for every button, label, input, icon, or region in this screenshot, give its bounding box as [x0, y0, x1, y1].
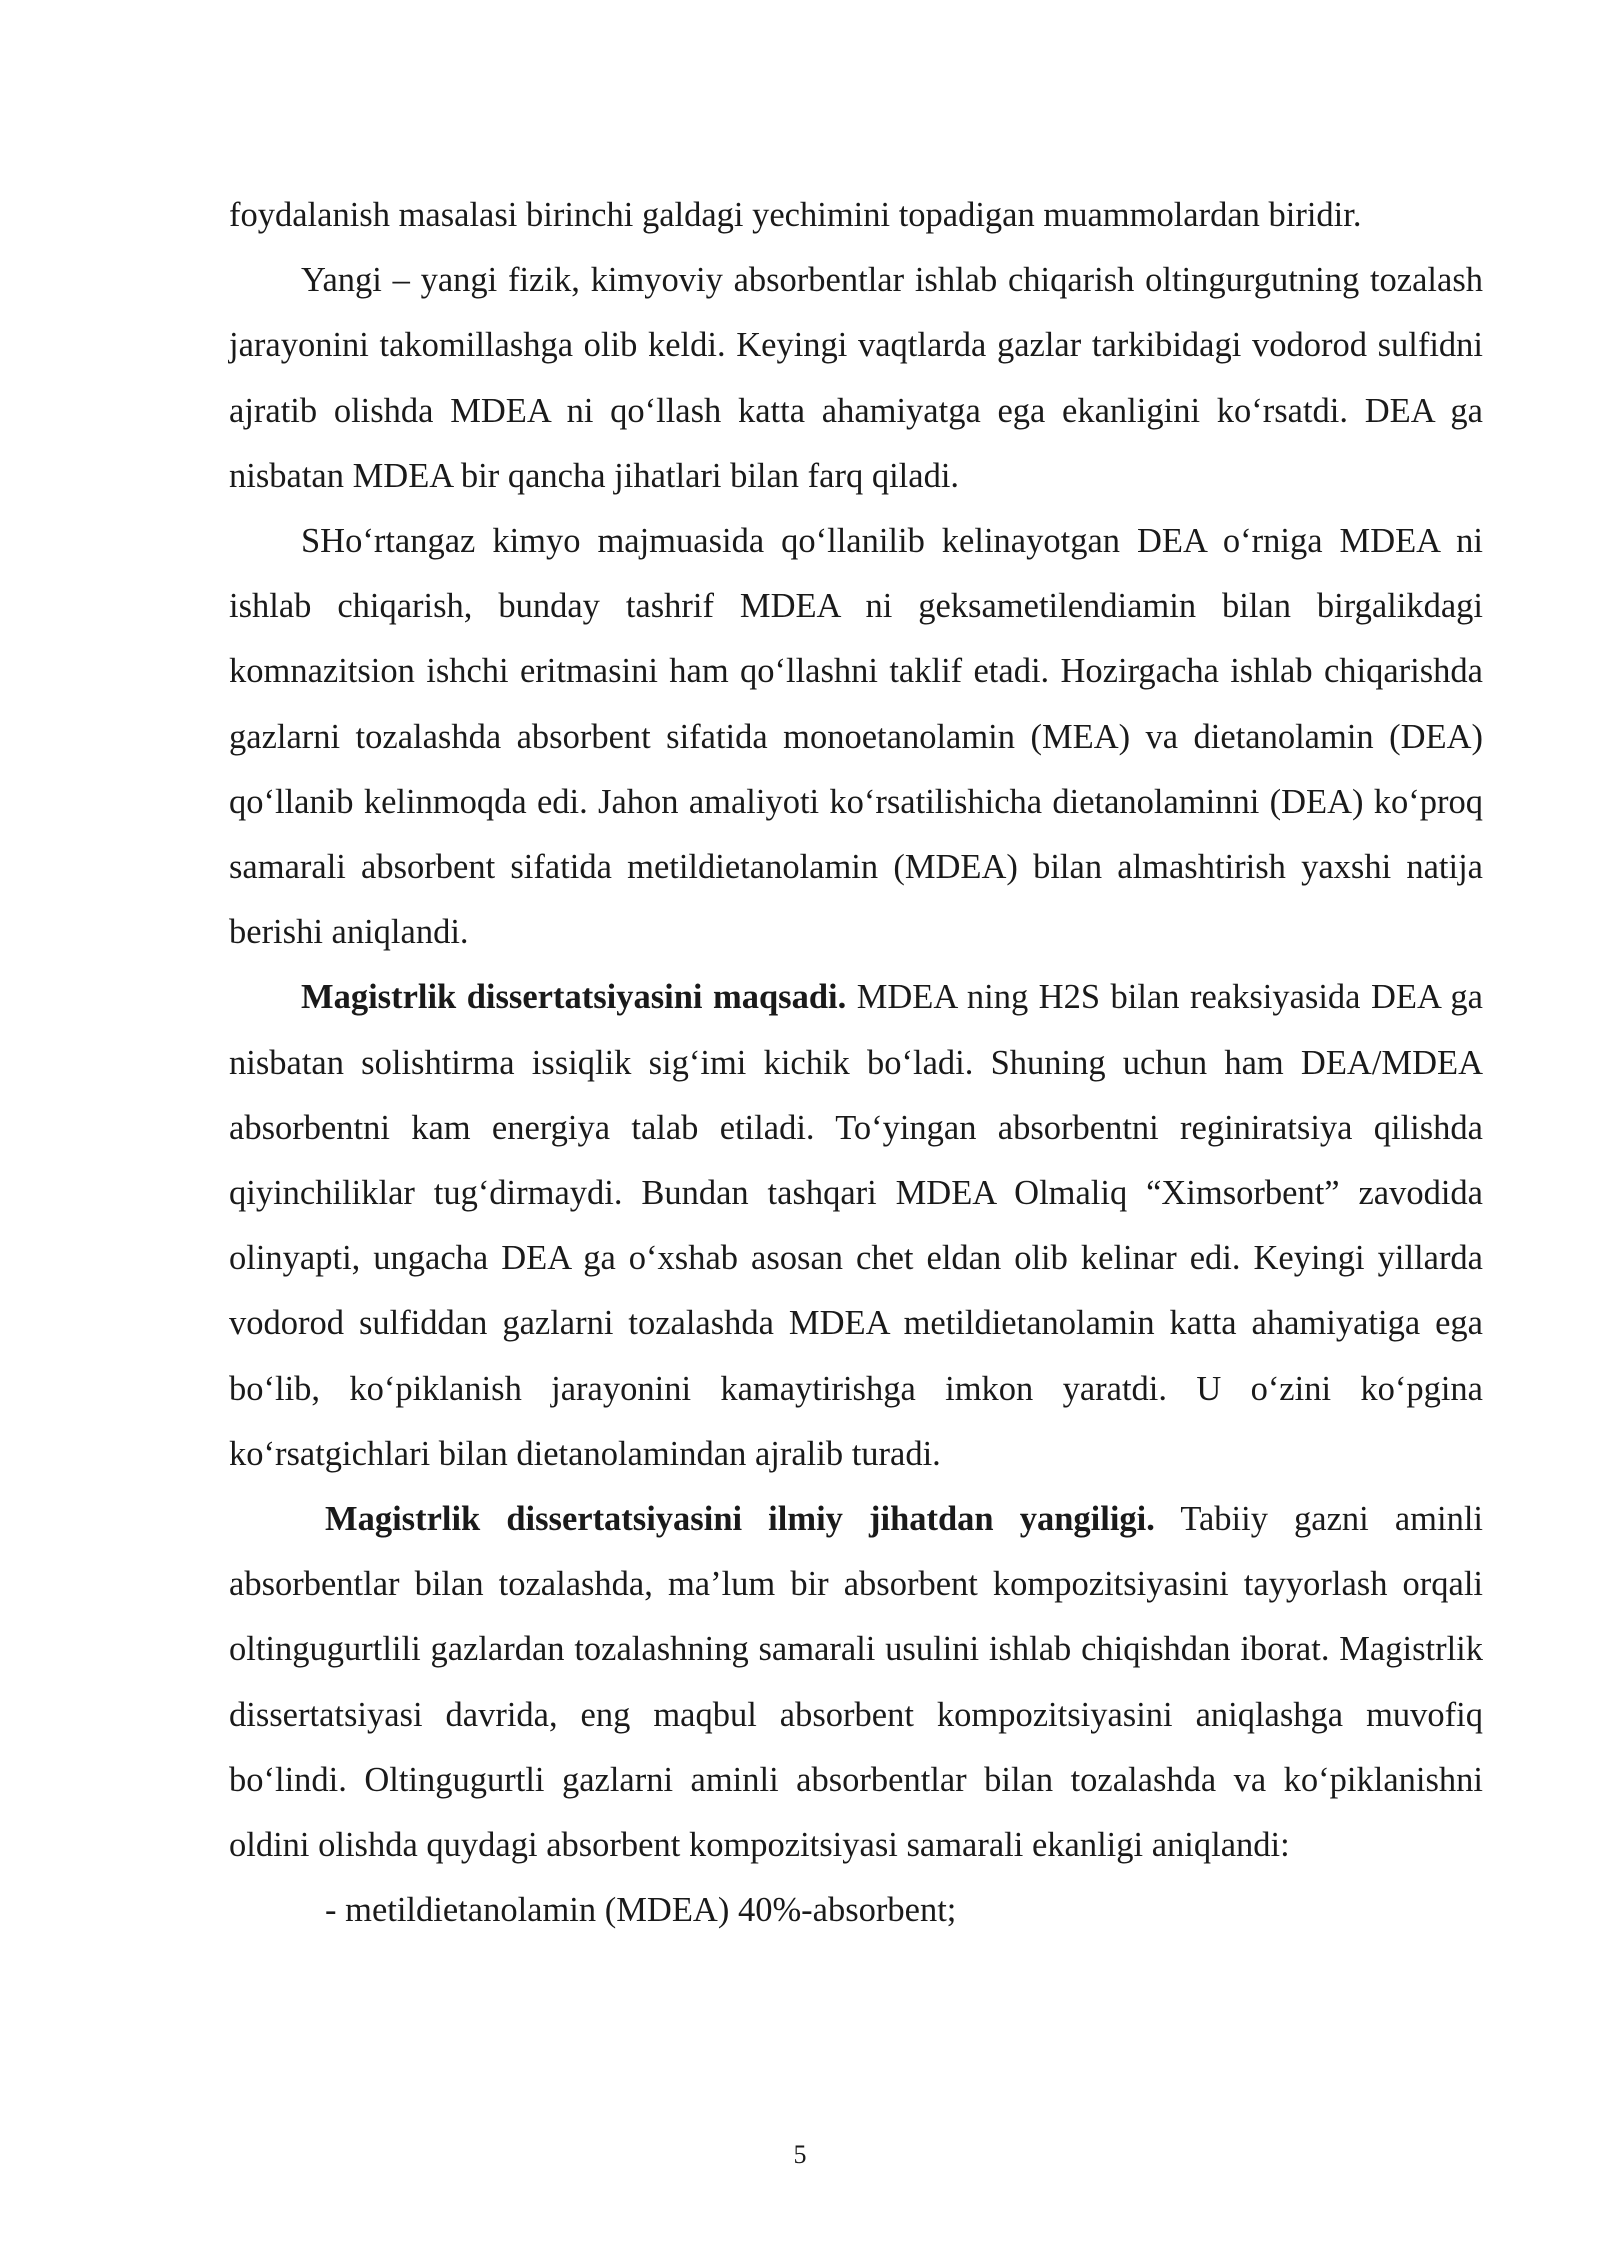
paragraph-maqsad [229, 965, 1483, 1487]
paragraph-absorbents: Yangi – yangi fizik, kimyoviy absorbentlar ishlab chiqarish oltingurgutning tozalash jarayonini takomillashga olib keldi. Keyingi vaqtlarda gazlar tarkibidagi vodorod sulfidni ajratib olishda MDEA ni qo‘llash katta ahamiyatga ega ekanligini ko‘rsatdi. DEA ga nisbatan MDEA bir qancha jihatlari bilan farq qiladi. [229, 261, 1483, 495]
page-number: 5 [793, 2140, 807, 2169]
body-text [229, 183, 1483, 1943]
heading-yangilik: Magistrlik dissertatsiyasini ilmiy jihatdan yangiligi. [325, 1500, 1155, 1539]
paragraph-maqsad-text: MDEA ning H2S bilan reaksiyasida DEA ga nisbatan solishtirma issiqlik sig‘imi kichik bo‘ladi. Shuning uchun ham DEA/MDEA absorbentni kam energiya talab etiladi. To‘yingan absorbentni reginiratsiya qilishda qiyinchiliklar tug‘dirmaydi. Bundan tashqari MDEA Olmaliq “Ximsorbent” zavodida olinyapti, ungacha DEA ga o‘xshab asosan chet eldan olib kelinar edi. Keyingi yillarda vodorod sulfiddan gazlarni tozalashda MDEA metildietanolamin katta ahamiyatiga ega bo‘lib, ko‘piklanish jarayonini kamaytirishga imkon yaratdi. U o‘zini ko‘pgina ko‘rsatgichlari bilan dietanolamindan ajralib turadi. [229, 978, 1483, 1473]
paragraph-continuation: foydalanish masalasi birinchi galdagi yechimini topadigan muammolardan biridir. [229, 196, 1362, 234]
list-item: - metildietanolamin (MDEA) 40%-absorbent; [325, 1891, 957, 1930]
paragraph-shortangaz: SHo‘rtangaz kimyo majmuasida qo‘llanilib kelinayotgan DEA o‘rniga MDEA ni ishlab chiqarish, bunday tashrif MDEA ni geksametilendiamin bilan birgalikdagi komnazitsion ishchi eritmasini ham qo‘llashni taklif etadi. Hozirgacha ishlab chiqarishda gazlarni tozalashda absorbent sifatida monoetanolamin (MEA) va dietanolamin (DEA) qo‘llanib kelinmoqda edi. Jahon amaliyoti ko‘rsatilishicha dietanolaminni (DEA) ko‘proq samarali absorbent sifatida metildietanolamin (MDEA) bilan almashtirish yaxshi natija berishi aniqlandi. [229, 522, 1483, 952]
heading-maqsad: Magistrlik dissertatsiyasini maqsadi. [301, 978, 847, 1017]
paragraph-yangilik-text: Tabiiy gazni aminli absorbentlar bilan tozalashda, ma’lum bir absorbent kompozitsiyasini tayyorlash orqali oltingugurtlili gazlardan tozalashning samarali usulini ishlab chiqishdan iborat. Magistrlik dissertatsiyasi davrida, eng maqbul absorbent kompozitsiyasini aniqlashga muvofiq bo‘lindi. Oltingugurtli gazlarni aminli absorbentlar bilan tozalashda va ko‘piklanishni oldini olishda quydagi absorbent kompozitsiyasi samarali ekanligi aniqlandi: [229, 1500, 1483, 1865]
paragraph-yangilik [229, 1487, 1483, 1878]
